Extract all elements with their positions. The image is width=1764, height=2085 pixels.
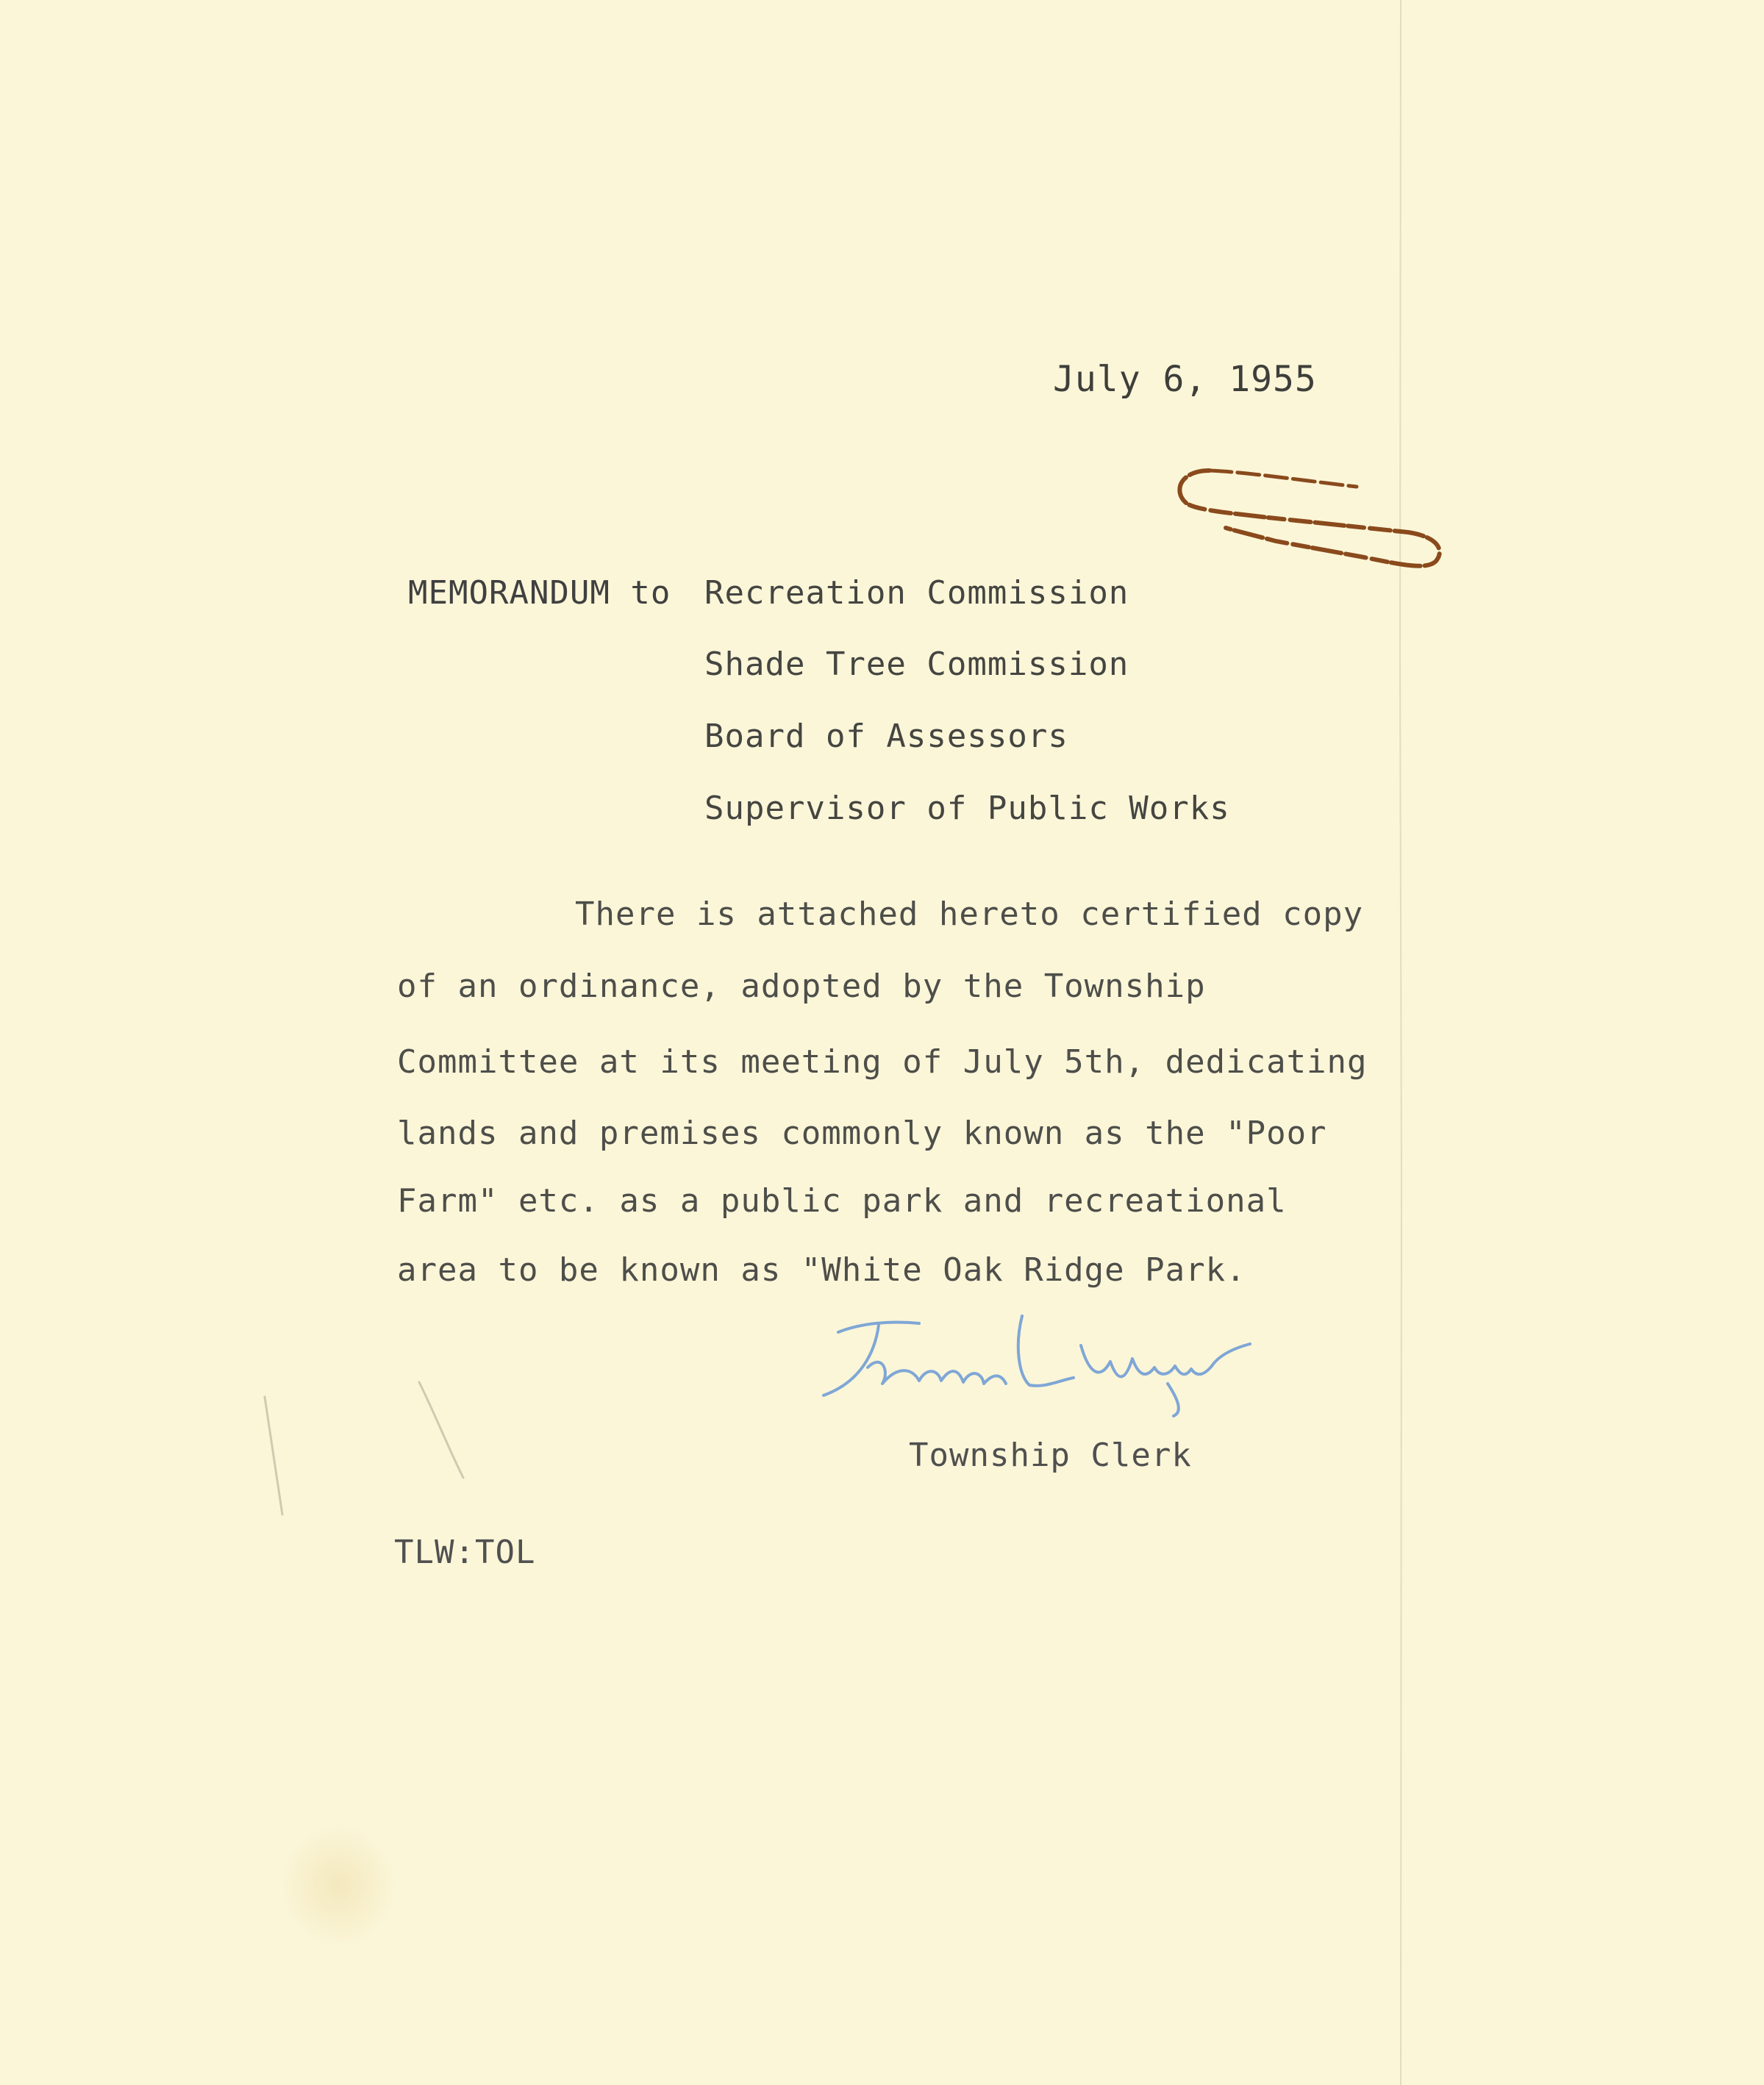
paper-stain xyxy=(279,1823,397,1948)
body-line: of an ordinance, adopted by the Township xyxy=(397,968,1206,1005)
body-line: There is attached hereto certified copy xyxy=(575,895,1364,933)
body-line: area to be known as "White Oak Ridge Park. xyxy=(397,1251,1246,1289)
memo-heading: MEMORANDUM to xyxy=(408,574,671,612)
paperclip-rust-mark xyxy=(1165,462,1452,572)
signer-title: Township Clerk xyxy=(909,1437,1192,1474)
pencil-marks xyxy=(250,1367,500,1529)
body-line: Farm" etc. as a public park and recreational xyxy=(397,1182,1287,1220)
recipient-item: Board of Assessors xyxy=(704,718,1068,755)
recipient-item: Supervisor of Public Works xyxy=(704,790,1230,827)
recipient-item: Shade Tree Commission xyxy=(704,645,1129,683)
paper-fold-line xyxy=(1397,0,1404,2085)
memo-date: July 6, 1955 xyxy=(1053,359,1317,400)
recipient-item: Recreation Commission xyxy=(704,574,1129,612)
body-line: Committee at its meeting of July 5th, dedicating xyxy=(397,1043,1368,1081)
body-line: lands and premises commonly known as the "Poor xyxy=(397,1115,1327,1152)
reference-initials: TLW:TOL xyxy=(394,1534,536,1571)
handwritten-signature xyxy=(809,1301,1265,1419)
